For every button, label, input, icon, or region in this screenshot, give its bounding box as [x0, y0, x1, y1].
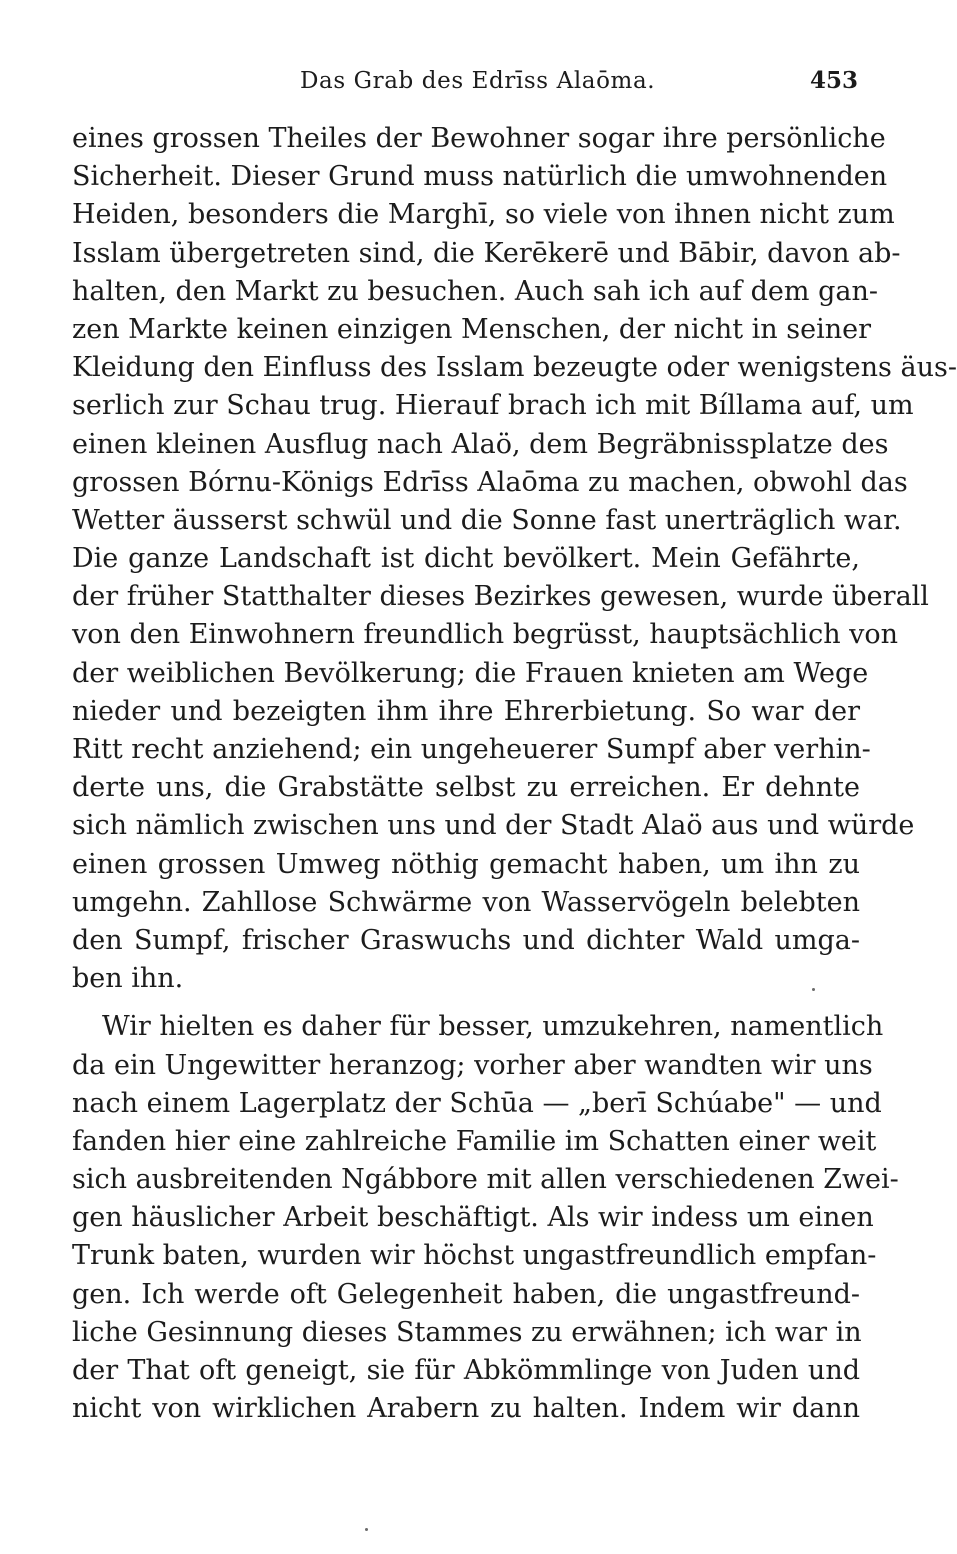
body-text: [72, 120, 957, 1428]
print-speck: [365, 1528, 368, 1531]
text-line: nicht von wirklichen Arabern zu halten. Indem wir dann: [72, 1393, 860, 1425]
text-line: da ein Ungewitter heranzog; vorher aber wandten wir uns: [72, 1049, 873, 1081]
text-line: Kleidung den Einfluss des Isslam bezeugte oder wenigstens äus-: [72, 352, 957, 384]
text-line: der früher Statthalter dieses Bezirkes gewesen, wurde überall: [72, 581, 929, 613]
text-line: halten, den Markt zu besuchen. Auch sah ich auf dem gan-: [72, 275, 878, 307]
text-line: derte uns, die Grabstätte selbst zu erreichen. Er dehnte: [72, 772, 860, 804]
running-header: [0, 66, 930, 96]
text-line: serlich zur Schau trug. Hierauf brach ich mit Bíllama auf, um: [72, 390, 914, 422]
text-line: eines grossen Theiles der Bewohner sogar ihre persönliche: [72, 123, 886, 154]
text-line: den Sumpf, frischer Graswuchs und dichter Wald umga-: [72, 924, 860, 956]
text-line: umgehn. Zahllose Schwärme von Wasservögeln belebten: [72, 886, 860, 918]
text-line: zen Markte keinen einzigen Menschen, der nicht in seiner: [72, 313, 871, 345]
text-line: Die ganze Landschaft ist dicht bevölkert. Mein Gefährte,: [72, 543, 860, 575]
text-line: sich ausbreitenden Ngábbore mit allen verschiedenen Zwei-: [72, 1164, 899, 1196]
text-line: grossen Bórnu-Königs Edrīss Alaōma zu machen, obwohl das: [72, 466, 908, 498]
text-line: Heiden, besonders die Marghī, so viele von ihnen nicht zum: [72, 199, 895, 231]
paragraph-1: [72, 120, 957, 998]
text-line: einen kleinen Ausflug nach Alaö, dem Begräbnissplatze des: [72, 428, 889, 460]
text-line: nieder und bezeigten ihm ihre Ehrerbietung. So war der: [72, 695, 860, 727]
print-speck: [812, 988, 815, 991]
text-line: sich nämlich zwischen uns und der Stadt Alaö aus und würde: [72, 810, 915, 842]
text-line: fanden hier eine zahlreiche Familie im Schatten einer weit: [72, 1125, 877, 1157]
paragraph-2: [72, 1008, 899, 1428]
text-line: der weiblichen Bevölkerung; die Frauen knieten am Wege: [72, 657, 869, 689]
text-line: nach einem Lagerplatz der Schūa — „berī Schúabe" — und: [72, 1087, 882, 1119]
text-line: ben ihn.: [72, 963, 184, 995]
text-line: der That oft geneigt, sie für Abkömmlinge von Juden und: [72, 1355, 860, 1386]
text-line: Sicherheit. Dieser Grund muss natürlich die umwohnenden: [72, 161, 888, 193]
paragraph-gap: [72, 998, 860, 1008]
text-line: Isslam übergetreten sind, die Kerēkerē und Bābir, davon ab-: [72, 237, 901, 269]
text-line: liche Gesinnung dieses Stammes zu erwähnen; ich war in: [72, 1316, 862, 1348]
page-number: 453: [809, 67, 858, 94]
running-title: Das Grab des Edrīss Alaōma.: [300, 68, 656, 94]
text-line: Ritt recht anziehend; ein ungeheuerer Sumpf aber verhin-: [72, 734, 871, 765]
text-line: Trunk baten, wurden wir höchst ungastfreundlich empfan-: [72, 1240, 877, 1272]
text-line: Wetter äusserst schwül und die Sonne fast unerträglich war.: [72, 504, 902, 536]
text-line: einen grossen Umweg nöthig gemacht haben, um ihn zu: [72, 848, 860, 880]
text-line: von den Einwohnern freundlich begrüsst, hauptsächlich von: [72, 619, 899, 651]
text-line: Wir hielten es daher für besser, umzukehren, namentlich: [102, 1011, 884, 1043]
text-line: gen häuslicher Arbeit beschäftigt. Als wir indess um einen: [72, 1202, 874, 1234]
text-line: gen. Ich werde oft Gelegenheit haben, die ungastfreund-: [72, 1278, 860, 1310]
